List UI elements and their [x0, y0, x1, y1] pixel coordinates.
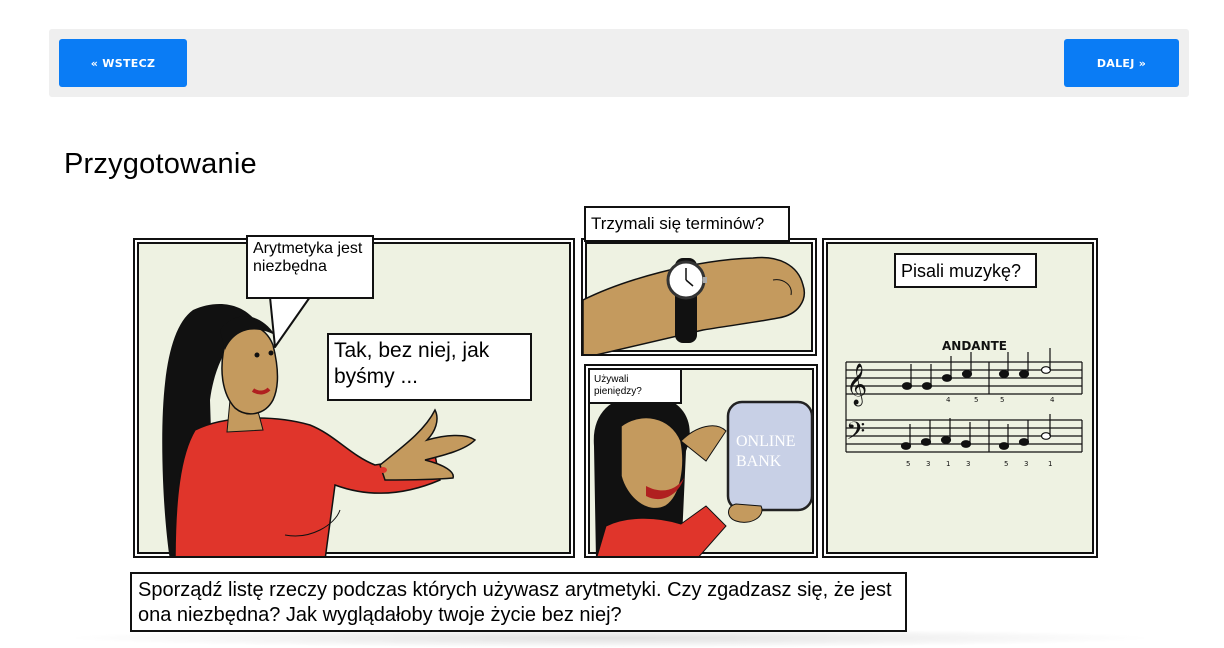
- online-bank-text: ONLINE: [736, 433, 796, 450]
- tempo-marking: ANDANTE: [942, 339, 1008, 353]
- speech-bubble-text: Arytmetyka jest niezbędna: [253, 240, 363, 276]
- note-head: [1000, 443, 1009, 450]
- note-head: [1000, 371, 1009, 378]
- online-bank-text-2: BANK: [736, 453, 782, 470]
- note-head: [1020, 371, 1029, 378]
- note-head: [923, 383, 932, 390]
- answer-text: Tak, bez niej, jak byśmy ...: [334, 339, 490, 388]
- task-caption: [130, 572, 907, 632]
- wristwatch-illustration: [583, 240, 817, 356]
- next-button[interactable]: DALEJ »: [1064, 39, 1179, 87]
- fingering-4: 4: [1050, 396, 1055, 404]
- note-head: [942, 437, 951, 444]
- deadlines-text: Trzymali się terminów?: [591, 214, 765, 233]
- note-head: [1042, 367, 1051, 374]
- svg-text:𝄢: 𝄢: [846, 417, 866, 452]
- fingering-11: 1: [1048, 460, 1053, 468]
- caption-money: [588, 368, 682, 404]
- comic-panel-watch: [581, 238, 817, 356]
- fingering-6: 3: [926, 460, 931, 468]
- speech-bubble-arithmetic: [246, 235, 374, 299]
- fingering-7: 1: [946, 460, 951, 468]
- money-text: Używali pieniędzy?: [594, 374, 642, 397]
- fingering-8: 3: [966, 460, 971, 468]
- caption-deadlines: [584, 206, 790, 242]
- fingering-5: 5: [906, 460, 911, 468]
- fingering-10: 3: [1024, 460, 1029, 468]
- previous-button[interactable]: « WSTECZ: [59, 39, 187, 87]
- navigation-bar: [49, 29, 1189, 97]
- svg-text:𝄞: 𝄞: [846, 364, 868, 405]
- note-head: [963, 371, 972, 378]
- note-head: [1042, 433, 1051, 440]
- note-head: [1020, 439, 1029, 446]
- fingering-2: 4: [946, 396, 951, 404]
- task-caption-text: Sporządź listę rzeczy podczas których używasz arytmetyki. Czy zgadzasz się, że jest ona niezbędna? Jak wyglądałoby twoje życie bez niej?: [138, 579, 892, 627]
- fingering-3: 5: [1000, 396, 1005, 404]
- caption-music: [894, 253, 1037, 288]
- note-head: [922, 439, 931, 446]
- fingering-9: 5: [1004, 460, 1009, 468]
- note-head: [943, 375, 952, 382]
- page-title: Przygotowanie: [64, 148, 257, 180]
- note-head: [902, 443, 911, 450]
- note-head: [962, 441, 971, 448]
- fingering-1: 5: [974, 396, 979, 404]
- speech-bubble-answer: [327, 333, 532, 401]
- music-text: Pisali muzykę?: [901, 261, 1022, 281]
- note-head: [903, 383, 912, 390]
